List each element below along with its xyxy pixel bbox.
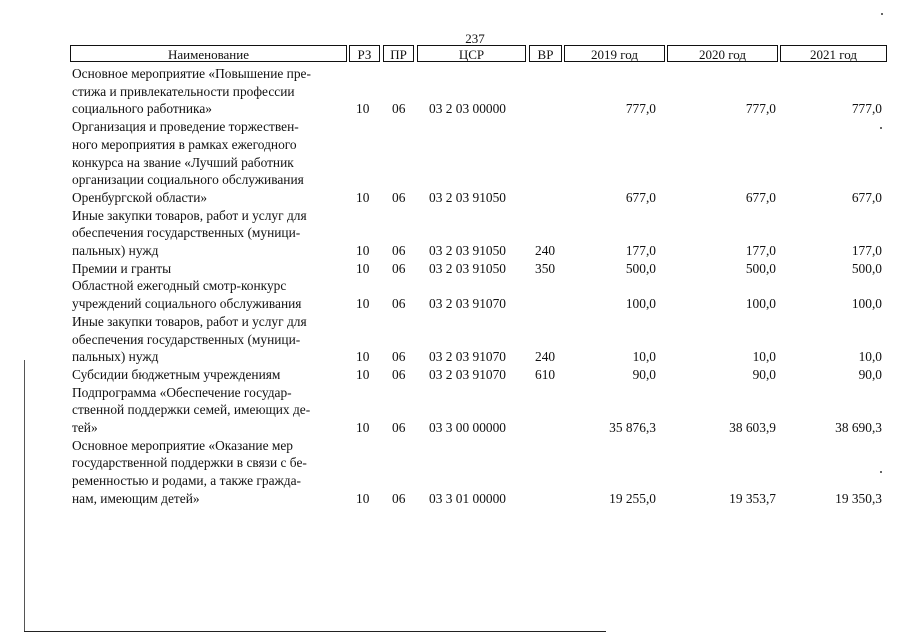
- row-name: Подпрограмма «Обеспечение государ- ственной поддержки семей, имеющих де- тей»: [72, 384, 311, 435]
- row-pr: 06: [392, 349, 406, 365]
- row-vr: 240: [535, 349, 556, 365]
- row-rz: 10: [356, 189, 370, 205]
- header-rz: РЗ: [349, 45, 380, 62]
- row-2019: 100,0: [625, 296, 656, 312]
- row-pr: 06: [392, 260, 406, 276]
- row-name: Областной ежегодный смотр-конкурс учреждений социального обслуживания: [72, 278, 302, 312]
- row-rz: 10: [356, 419, 370, 435]
- row-name: Основное мероприятие «Повышение пре- стижа и привлекательности профессии социального работника»: [72, 66, 311, 117]
- row-csr: 03 2 03 91050: [429, 189, 506, 205]
- scan-edge-line: [24, 360, 25, 632]
- row-2020: 10,0: [752, 349, 776, 365]
- row-pr: 06: [392, 490, 406, 506]
- row-pr: 06: [392, 189, 406, 205]
- row-2021: 10,0: [858, 349, 882, 365]
- scan-bottom-line: [24, 631, 606, 632]
- header-csr: ЦСР: [417, 45, 526, 62]
- header-name: Наименование: [70, 45, 347, 62]
- row-name: Иные закупки товаров, работ и услуг для обеспечения государственных (муници- пальных) нужд: [72, 207, 307, 258]
- row-name: Иные закупки товаров, работ и услуг для обеспечения государственных (муници- пальных) нужд: [72, 313, 307, 365]
- row-2021: 177,0: [851, 242, 882, 258]
- row-2019: 177,0: [625, 242, 656, 258]
- row-pr: 06: [392, 419, 406, 435]
- row-name: Премии и гранты: [72, 260, 172, 276]
- header-2019: 2019 год: [564, 45, 665, 62]
- row-vr: 610: [535, 366, 556, 382]
- row-2019: 777,0: [625, 101, 656, 117]
- row-vr: 240: [535, 242, 556, 258]
- scan-speck: [880, 471, 882, 473]
- row-name: Основное мероприятие «Оказание мер государственной поддержки в связи с бе- ременностью и родами, а также гражда- нам, имеющим детей»: [72, 437, 307, 506]
- row-name: Организация и проведение торжествен- ного мероприятия в рамках ежегодного конкурса на звание «Лучший работник организации социального обслуживания Оренбургской области»: [72, 119, 304, 205]
- row-2019: 90,0: [632, 366, 656, 382]
- header-2021: 2021 год: [780, 45, 887, 62]
- row-csr: 03 2 03 91050: [429, 242, 506, 258]
- row-csr: 03 2 03 00000: [429, 101, 506, 117]
- row-rz: 10: [356, 242, 370, 258]
- row-pr: 06: [392, 296, 406, 312]
- row-rz: 10: [356, 349, 370, 365]
- header-pr: ПР: [383, 45, 414, 62]
- row-csr: 03 2 03 91070: [429, 296, 506, 312]
- row-2021: 100,0: [851, 296, 882, 312]
- row-csr: 03 2 03 91070: [429, 366, 506, 382]
- row-2021: 500,0: [851, 260, 882, 276]
- row-rz: 10: [356, 490, 370, 506]
- row-pr: 06: [392, 366, 406, 382]
- row-vr: 350: [535, 260, 556, 276]
- row-2020: 177,0: [745, 242, 776, 258]
- row-csr: 03 2 03 91070: [429, 349, 506, 365]
- row-2019: 677,0: [625, 189, 656, 205]
- row-rz: 10: [356, 296, 370, 312]
- row-2020: 38 603,9: [729, 419, 776, 435]
- scan-speck: [880, 127, 882, 129]
- row-rz: 10: [356, 101, 370, 117]
- row-2020: 100,0: [745, 296, 776, 312]
- row-name: Субсидии бюджетным учреждениям: [72, 366, 281, 382]
- row-2019: 35 876,3: [609, 419, 656, 435]
- row-2019: 500,0: [625, 260, 656, 276]
- row-2019: 19 255,0: [609, 490, 656, 506]
- row-2020: 677,0: [745, 189, 776, 205]
- row-2019: 10,0: [632, 349, 656, 365]
- row-csr: 03 3 01 00000: [429, 490, 506, 506]
- row-2020: 90,0: [752, 366, 776, 382]
- row-2020: 19 353,7: [729, 490, 776, 506]
- header-vr: ВР: [529, 45, 562, 62]
- row-2020: 777,0: [745, 101, 776, 117]
- row-pr: 06: [392, 101, 406, 117]
- row-2021: 90,0: [858, 366, 882, 382]
- row-csr: 03 2 03 91050: [429, 260, 506, 276]
- row-2021: 677,0: [851, 189, 882, 205]
- row-2021: 38 690,3: [835, 419, 882, 435]
- row-2021: 19 350,3: [835, 490, 882, 506]
- row-rz: 10: [356, 260, 370, 276]
- row-rz: 10: [356, 366, 370, 382]
- row-csr: 03 3 00 00000: [429, 419, 506, 435]
- row-2020: 500,0: [745, 260, 776, 276]
- row-2021: 777,0: [851, 101, 882, 117]
- row-pr: 06: [392, 242, 406, 258]
- header-2020: 2020 год: [667, 45, 778, 62]
- page-number: 237: [465, 31, 485, 46]
- scan-speck: [881, 13, 883, 15]
